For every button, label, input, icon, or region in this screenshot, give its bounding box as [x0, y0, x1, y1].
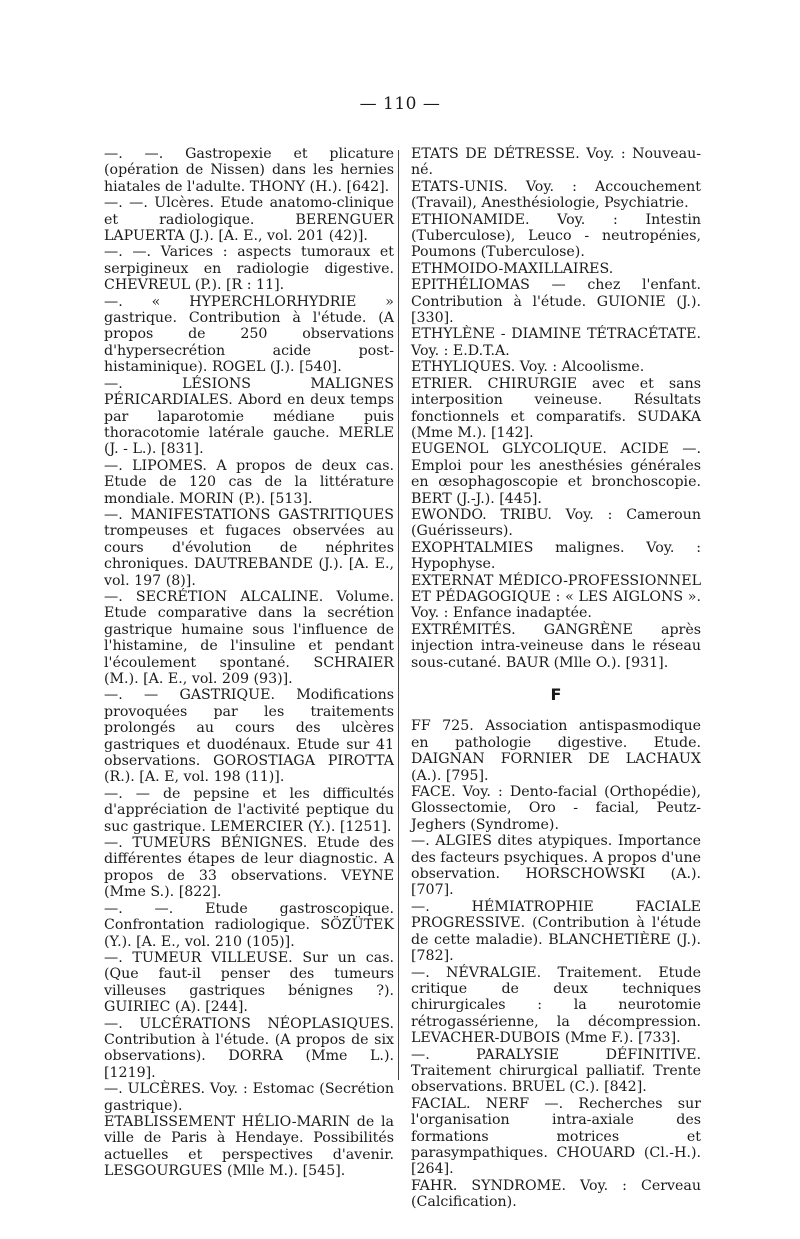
index-entry: —. ALGIES dites atypiques. Importance des facteurs psychiques. A propos d'une observation. HORSCHOWSKI (A.). [707]. — [411, 833, 701, 899]
index-entry: FAHR. SYNDROME. Voy. : Cerveau (Calcification). — [411, 1177, 701, 1211]
index-entry: —. —. Gastropexie et plicature (opération de Nissen) dans les hernies hiatales de l'adulte. THONY (H.). [642]. — [104, 146, 394, 195]
index-entry: —. NÉVRALGIE. Traitement. Etude critique de deux techniques chirurgicales : la neurotomie rétrogassérienne, la décompression. LEVACHER-DUBOIS (Mme F.). [733]. — [411, 964, 701, 1047]
index-entry: —. —. Varices : aspects tumoraux et serpigineux en radiologie digestive. CHEVREUL (P.). [R : 11]. — [104, 244, 394, 294]
section-letter: F — [550, 685, 562, 704]
left-column — [104, 146, 394, 1180]
index-entry: EXTRÉMITÉS. GANGRÈNE après injection intra-veineuse dans le réseau sous-cutané. BAUR (Mlle O.). [931]. — [411, 621, 701, 671]
index-entry: —. — de pepsine et les difficultés d'appréciation de l'activité peptique du suc gastrique. LEMERCIER (Y.). [1251]. — [104, 785, 394, 835]
index-entry: FF 725. Association antispasmodique en pathologie digestive. Etude. DAIGNAN FORNIER DE LACHAUX (A.). [795]. — [411, 718, 701, 784]
index-entry: ETABLISSEMENT HÉLIO-MARIN de la ville de Paris à Hendaye. Possibilités actuelles et perspectives d'avenir. LESGOURGUES (Mlle M.). [545]. — [104, 1113, 394, 1180]
index-entry: FACIAL. NERF —. Recherches sur l'organisation intra-axiale des formations motrices et parasympathiques. CHOUARD (Cl.-H.). [264]. — [411, 1095, 701, 1178]
index-entry: —. « HYPERCHLORHYDRIE » gastrique. Contribution à l'étude. (A propos de 250 observations d'hypersecrétion acide post-histaminique). ROGEL (J.). [540]. — [104, 293, 394, 376]
index-entry: EUGENOL GLYCOLIQUE. ACIDE —. Emploi pour les anesthésies générales en œsophagoscopie et bronchoscopie. BERT (J.-J.). [445]. — [411, 441, 701, 507]
index-entry: EXTERNAT MÉDICO-PROFESSIONNEL ET PÉDAGOGIQUE : « LES AIGLONS ». Voy. : Enfance inadaptée. — [411, 572, 701, 622]
index-entry: —. LÉSIONS MALIGNES PÉRICARDIALES. Abord en deux temps par laparotomie médiane puis thoracotomie latérale gauche. MERLE (J. - L.). [831]. — [104, 375, 394, 458]
index-entry: ETHMOIDO-MAXILLAIRES. EPITHÉLIOMAS — chez l'enfant. Contribution à l'étude. GUIONIE (J.). [330]. — [411, 260, 701, 327]
index-entry: EXOPHTALMIES malignes. Voy. : Hypophyse. — [411, 539, 701, 573]
index-entry: —. ULCÉRATIONS NÉOPLASIQUES. Contribution à l'étude. (A propos de six observations). DORRA (Mme L.). [1219]. — [104, 1015, 394, 1081]
index-entry: ETHYLÈNE - DIAMINE TÉTRACÉTATE. Voy. : E.D.T.A. — [411, 326, 701, 359]
index-entry: —. PARALYSIE DÉFINITIVE. Traitement chirurgical palliatif. Trente observations. BRUEL (C.). [842]. — [411, 1046, 701, 1096]
index-entry: ETHIONAMIDE. Voy. : Intestin (Tuberculose), Leuco - neutropénies, Poumons (Tuberculose). — [411, 211, 701, 261]
index-entry: —. ULCÈRES. Voy. : Estomac (Secrétion gastrique). — [104, 1081, 394, 1114]
index-entry: —. SECRÉTION ALCALINE. Volume. Etude comparative dans la secrétion gastrique humaine sous l'influence de l'histamine, de l'insuline et pendant l'écoulement spontané. SCHRAIER (M.). [A. E., vol. 209 (93)]. — [104, 588, 394, 687]
index-entry: —. —. Etude gastroscopique. Confrontation radiologique. SÖZÜTEK (Y.). [A. E., vol. 210 (105)]. — [104, 900, 394, 950]
index-entry: —. TUMEUR VILLEUSE. Sur un cas. (Que faut-il penser des tumeurs villeuses gastriques bénignes ?). GUIRIEC (A). [244]. — [104, 949, 394, 1016]
page-number: — 110 — — [359, 94, 441, 114]
index-entry: —. HÉMIATROPHIE FACIALE PROGRESSIVE. (Contribution à l'étude de cette maladie). BLANCHETIÈRE (J.). [782]. — [411, 898, 701, 965]
index-entry: —. — GASTRIQUE. Modifications provoquées par les traitements prolongés au cours des ulcères gastriques et duodénaux. Etude sur 41 observations. GOROSTIAGA PIROTTA (R.). [A. E, vol. 198 (11)]. — [104, 687, 394, 786]
right-column — [411, 146, 701, 1211]
index-entry: ETRIER. CHIRURGIE avec et sans interposition veineuse. Résultats fonctionnels et comparatifs. SUDAKA (Mme M.). [142]. — [411, 375, 701, 441]
index-entry: —. TUMEURS BÉNIGNES. Etude des différentes étapes de leur diagnostic. A propos de 33 observations. VEYNE (Mme S.). [822]. — [104, 835, 394, 901]
index-entry: ETATS DE DÉTRESSE. Voy. : Nouveau-né. — [411, 146, 701, 179]
column-divider — [398, 150, 399, 1080]
index-entry: —. —. Ulcères. Etude anatomo-clinique et radiologique. BERENGUER LAPUERTA (J.). [A. E., vol. 201 (42)]. — [104, 195, 394, 245]
index-entry: ETHYLIQUES. Voy. : Alcoolisme. — [411, 359, 645, 376]
index-entry: ETATS-UNIS. Voy. : Accouchement (Travail), Anesthésiologie, Psychiatrie. — [411, 178, 701, 212]
index-entry: —. MANIFESTATIONS GASTRITIQUES trompeuses et fugaces observées au cours d'évolution de néphrites chroniques. DAUTREBANDE (J.). [A. E., vol. 197 (8)]. — [104, 506, 394, 589]
index-entry: FACE. Voy. : Dento-facial (Orthopédie), Glossectomie, Oro - facial, Peutz-Jeghers (Syndrome). — [411, 784, 701, 833]
index-entry: EWONDO. TRIBU. Voy. : Cameroun (Guérisseurs). — [411, 506, 701, 540]
index-entry: —. LIPOMES. A propos de deux cas. Etude de 120 cas de la littérature mondiale. MORIN (P.). [513]. — [104, 457, 394, 507]
